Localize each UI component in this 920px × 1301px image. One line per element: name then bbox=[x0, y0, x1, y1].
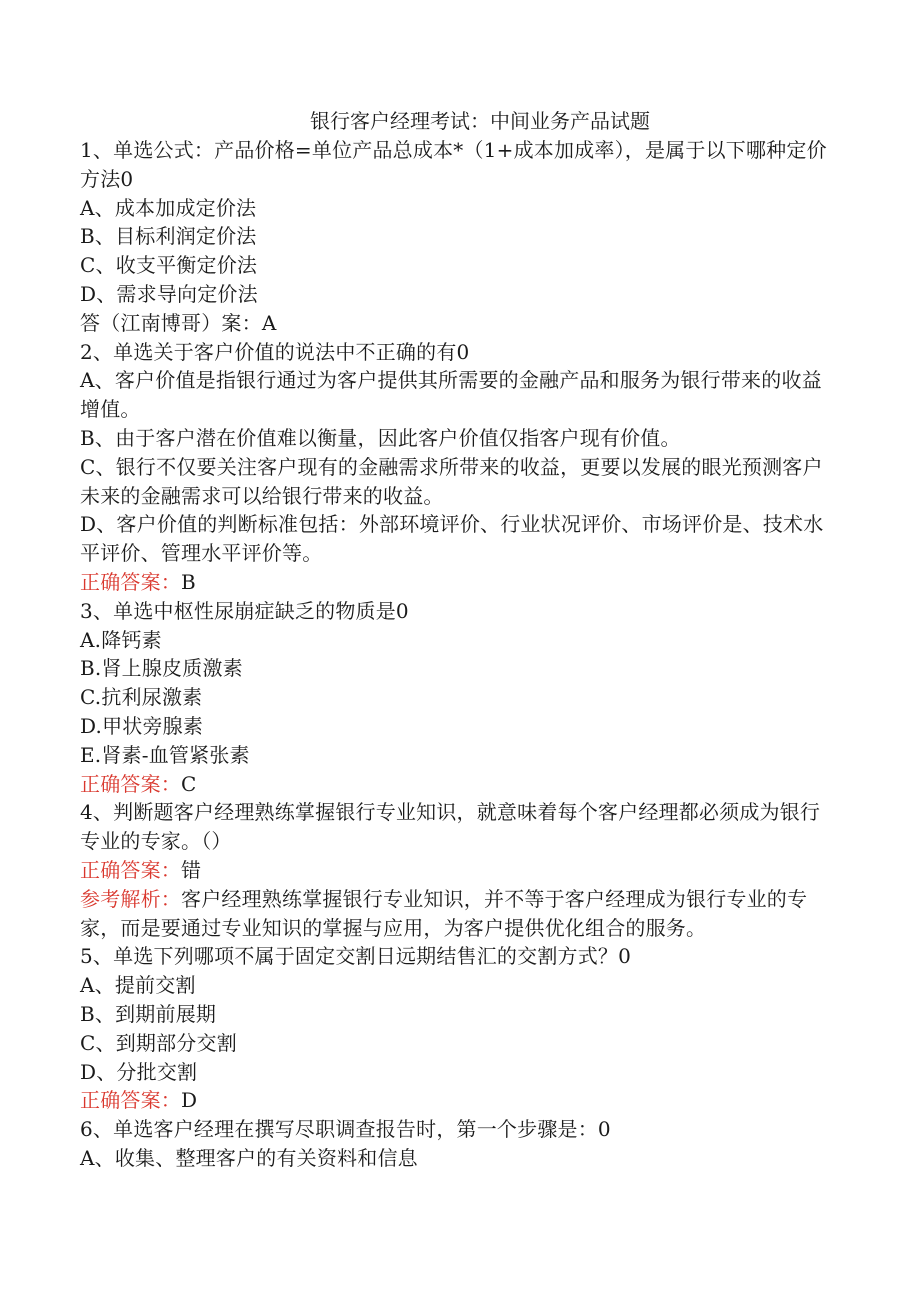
option: D.甲状旁腺素 bbox=[80, 713, 204, 738]
answer-label: 正确答案： bbox=[80, 1088, 181, 1113]
option: A、成本加成定价法 bbox=[80, 195, 257, 220]
option: D、需求导向定价法 bbox=[80, 281, 258, 306]
question-stem: 1、单选公式：产品价格=单位产品总成本*（1+成本加成率），是属于以下哪种定价方法0 bbox=[80, 138, 827, 191]
answer-value: A bbox=[261, 310, 277, 335]
option: C、到期部分交割 bbox=[80, 1030, 237, 1055]
option: B、到期前展期 bbox=[80, 1001, 217, 1026]
option: E.肾素-血管紧张素 bbox=[80, 742, 250, 767]
option: A、客户价值是指银行通过为客户提供其所需要的金融产品和服务为银行带来的收益增值。 bbox=[80, 368, 822, 422]
option: D、分批交割 bbox=[80, 1059, 198, 1084]
answer-label: 正确答案： bbox=[80, 569, 181, 594]
option: C.抗利尿激素 bbox=[80, 685, 203, 710]
option: A.降钙素 bbox=[80, 627, 162, 652]
question-6 bbox=[80, 1115, 840, 1173]
option: A、收集、整理客户的有关资料和信息 bbox=[80, 1145, 418, 1170]
question-stem: 3、单选中枢性尿崩症缺乏的物质是0 bbox=[80, 598, 409, 623]
analysis-text: 客户经理熟练掌握银行专业知识，并不等于客户经理成为银行专业的专家，而是要通过专业知识的掌握与应用，为客户提供优化组合的服务。 bbox=[80, 886, 808, 940]
option: C、收支平衡定价法 bbox=[80, 253, 258, 278]
question-stem: 2、单选关于客户价值的说法中不正确的有0 bbox=[80, 339, 470, 364]
question-stem: 5、单选下列哪项不属于固定交割日远期结售汇的交割方式？0 bbox=[80, 944, 632, 969]
option: B、目标利润定价法 bbox=[80, 224, 257, 249]
answer-label: 正确答案： bbox=[80, 857, 181, 882]
question-stem: 6、单选客户经理在撰写尽职调查报告时，第一个步骤是：0 bbox=[80, 1117, 611, 1142]
answer-line bbox=[80, 770, 840, 799]
answer-value: B bbox=[181, 569, 196, 594]
document-page bbox=[80, 106, 840, 1173]
analysis-label: 参考解析： bbox=[80, 886, 181, 911]
option: D、客户价值的判断标准包括：外部环境评价、行业状况评价、市场评价是、技术水平评价、管理水平评价等。 bbox=[80, 512, 824, 566]
answer-line bbox=[80, 309, 840, 338]
option: B.肾上腺皮质激素 bbox=[80, 656, 243, 681]
question-stem: 4、判断题客户经理熟练掌握银行专业知识，就意味着每个客户经理都必须成为银行专业的专家。（） bbox=[80, 800, 821, 854]
question-3 bbox=[80, 597, 840, 799]
answer-line bbox=[80, 568, 840, 597]
question-5 bbox=[80, 942, 840, 1115]
answer-value: 错 bbox=[181, 857, 202, 882]
answer-label: 答（江南博哥）案： bbox=[80, 310, 262, 335]
option: A、提前交割 bbox=[80, 973, 196, 998]
answer-value: D bbox=[181, 1088, 198, 1113]
question-1 bbox=[80, 136, 840, 338]
question-2 bbox=[80, 338, 840, 597]
option: B、由于客户潜在价值难以衡量，因此客户价值仅指客户现有价值。 bbox=[80, 425, 681, 450]
option: C、银行不仅要关注客户现有的金融需求所带来的收益，更要以发展的眼光预测客户未来的金融需求可以给银行带来的收益。 bbox=[80, 454, 823, 508]
answer-line bbox=[80, 1086, 840, 1115]
document-title: 银行客户经理考试：中间业务产品试题 bbox=[310, 109, 650, 133]
question-4 bbox=[80, 798, 840, 942]
answer-line bbox=[80, 856, 840, 885]
answer-value: C bbox=[181, 771, 197, 796]
analysis-line bbox=[80, 885, 840, 943]
answer-label: 正确答案： bbox=[80, 771, 181, 796]
